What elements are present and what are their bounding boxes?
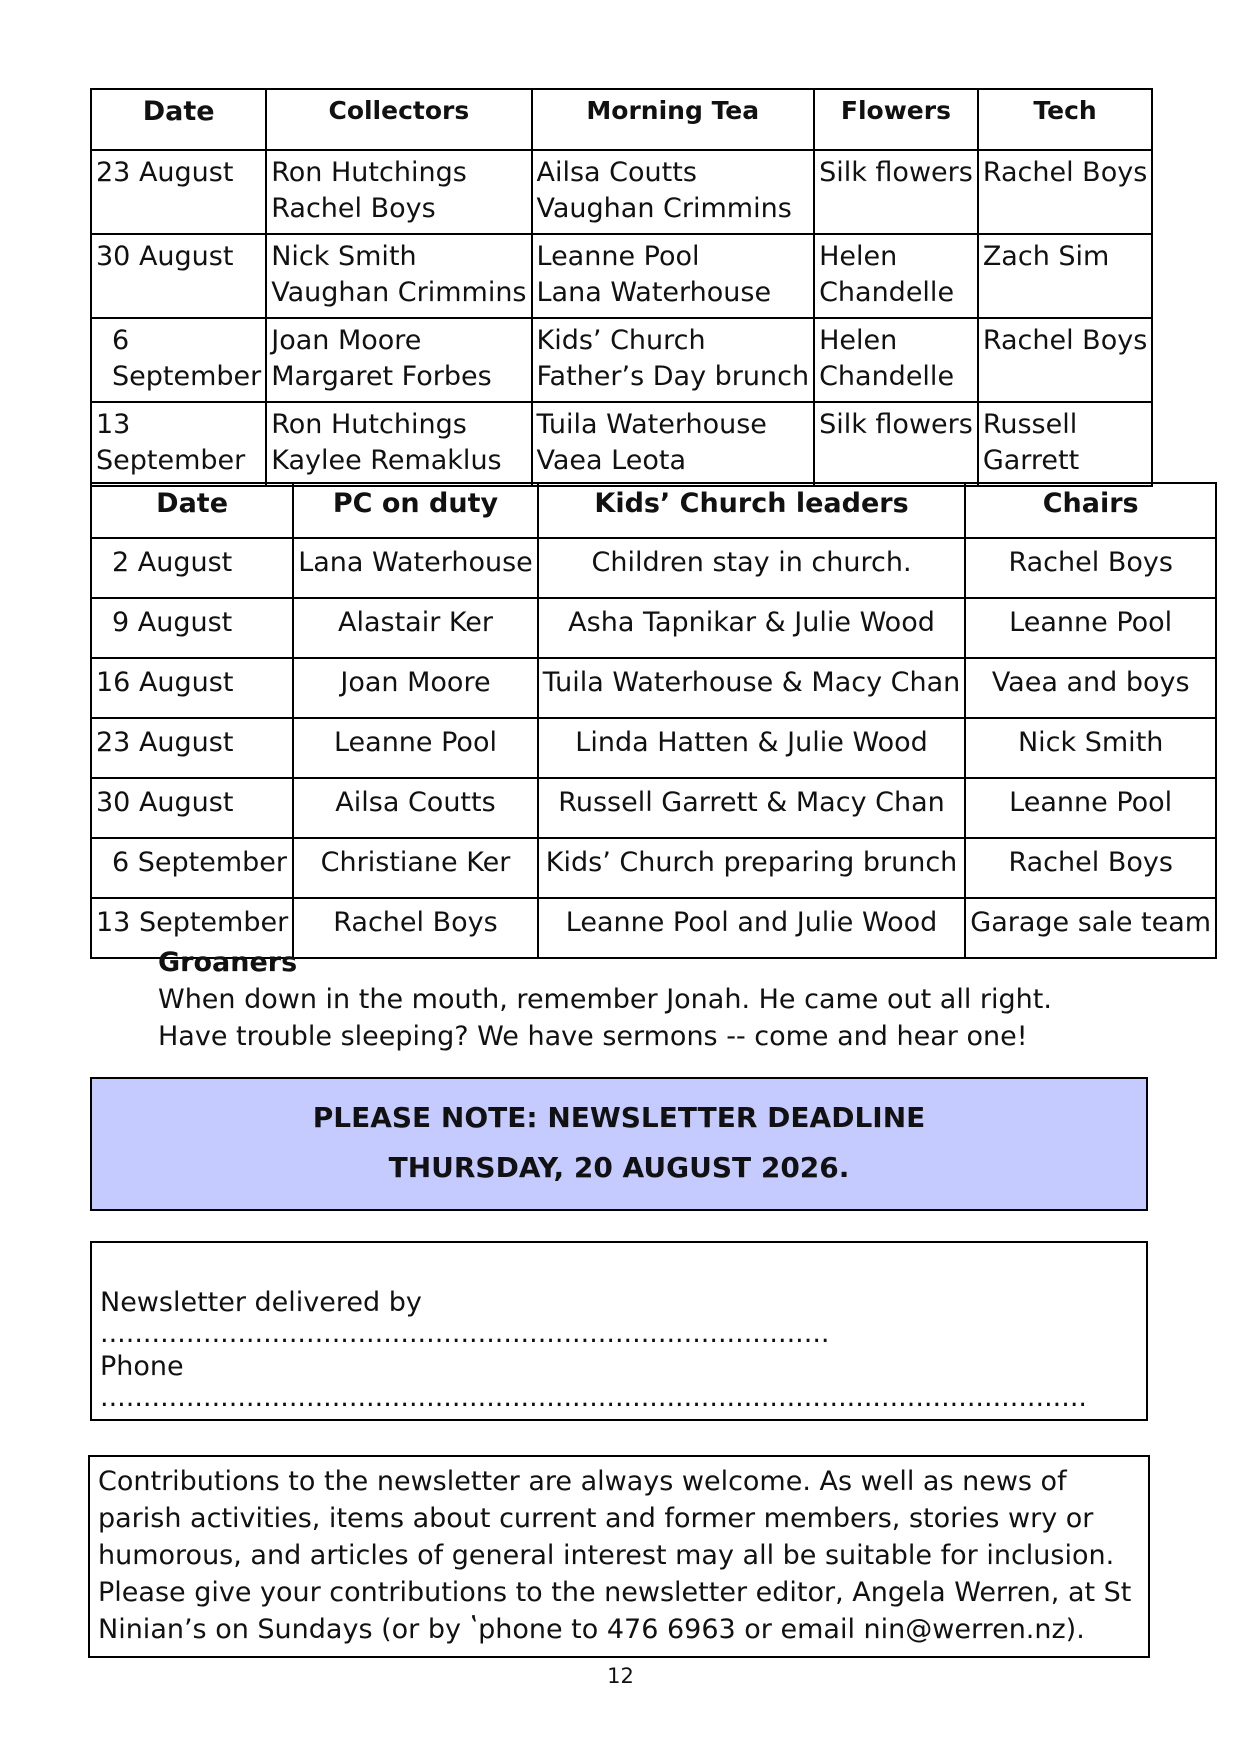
cell-date: 6 September [91, 838, 293, 898]
groaners-section [158, 944, 1052, 1055]
deadline-line-2: THURSDAY, 20 AUGUST 2026. [388, 1151, 850, 1184]
cell-tech [978, 318, 1152, 402]
header-chairs: Chairs [965, 483, 1216, 538]
cell-line: Silk flowers [819, 157, 973, 188]
cell-kids-church-leaders: Kids’ Church preparing brunch [538, 838, 966, 898]
cell-line: Vaea Leota [536, 445, 686, 476]
cell-date: 30 August [91, 778, 293, 838]
cell-chairs: Rachel Boys [965, 538, 1216, 598]
cell-pc-on-duty: Leanne Pool [293, 718, 538, 778]
cell-chairs: Vaea and boys [965, 658, 1216, 718]
cell-pc-on-duty: Joan Moore [293, 658, 538, 718]
cell-chairs: Nick Smith [965, 718, 1216, 778]
table-row [91, 658, 1216, 718]
cell-date: 6 September [91, 318, 266, 402]
header-pc-on-duty: PC on duty [293, 483, 538, 538]
header-flowers: Flowers [814, 89, 978, 150]
cell-collectors [266, 318, 531, 402]
cell-date: 16 August [91, 658, 293, 718]
cell-morning-tea [532, 402, 815, 486]
cell-tech [978, 234, 1152, 318]
cell-kids-church-leaders: Russell Garrett & Macy Chan [538, 778, 966, 838]
cell-line [983, 359, 1147, 395]
cell-pc-on-duty: Ailsa Coutts [293, 778, 538, 838]
cell-morning-tea [532, 150, 815, 234]
cell-line: Kaylee Remaklus [271, 445, 502, 476]
cell-chairs: Leanne Pool [965, 778, 1216, 838]
roster-table-collectors [90, 88, 1153, 487]
cell-kids-church-leaders: Asha Tapnikar & Julie Wood [538, 598, 966, 658]
deadline-notice [90, 1077, 1148, 1211]
table-row [91, 838, 1216, 898]
cell-line: Chandelle [819, 361, 955, 392]
cell-date: 9 August [91, 598, 293, 658]
cell-pc-on-duty: Christiane Ker [293, 838, 538, 898]
cell-line [983, 191, 1147, 227]
cell-date: 13 September [91, 898, 293, 958]
cell-flowers [814, 402, 978, 486]
header-tech: Tech [978, 89, 1152, 150]
cell-kids-church-leaders: Tuila Waterhouse & Macy Chan [538, 658, 966, 718]
cell-collectors [266, 234, 531, 318]
cell-pc-on-duty: Lana Waterhouse [293, 538, 538, 598]
cell-line: Kids’ Church [536, 325, 706, 356]
phone-field: Phone ................................................................................................................... [100, 1351, 1087, 1413]
cell-line: Nick Smith [271, 241, 417, 272]
page-number: 12 [607, 1664, 634, 1688]
cell-line: Ron Hutchings [271, 157, 467, 188]
header-date: Date [91, 483, 293, 538]
cell-flowers [814, 234, 978, 318]
cell-line: Joan Moore [271, 325, 422, 356]
cell-line: Vaughan Crimmins [271, 277, 527, 308]
cell-line: Tuila Waterhouse [536, 409, 767, 440]
cell-collectors [266, 150, 531, 234]
table-row [91, 718, 1216, 778]
groaner-line: Have trouble sleeping? We have sermons -- come and hear one! [158, 1021, 1028, 1052]
cell-line: Zach Sim [982, 241, 1110, 272]
cell-date: 23 August [91, 150, 266, 234]
cell-kids-church-leaders: Children stay in church. [538, 538, 966, 598]
header-kids-church-leaders: Kids’ Church leaders [538, 483, 966, 538]
table-row [91, 150, 1152, 234]
cell-date: 2 August [91, 538, 293, 598]
delivery-box [90, 1241, 1148, 1421]
table-row [91, 402, 1152, 486]
table-row [91, 234, 1152, 318]
cell-kids-church-leaders: Leanne Pool and Julie Wood [538, 898, 966, 958]
contributions-note: Contributions to the newsletter are always welcome. As well as news of parish activities, items about current and former members, stories wry or humorous, and articles of general interest may all be suitable for inclusion. Please give your contributions to the newsletter editor, Angela Werren, at St Ninian’s on Sundays (or by ʽphone to 476 6963 or email nin@werren.nz). [88, 1455, 1150, 1658]
header-morning-tea: Morning Tea [532, 89, 815, 150]
cell-flowers [814, 150, 978, 234]
cell-date: 23 August [91, 718, 293, 778]
roster-table-duty [90, 482, 1217, 959]
cell-date: 30 August [91, 234, 266, 318]
deadline-line-1: PLEASE NOTE: NEWSLETTER DEADLINE [312, 1101, 926, 1134]
cell-line: Lana Waterhouse [536, 277, 772, 308]
cell-line: Vaughan Crimmins [536, 193, 792, 224]
groaners-title: Groaners [158, 947, 298, 978]
cell-tech [978, 150, 1152, 234]
cell-date: 13 September [91, 402, 266, 486]
cell-line [983, 275, 1147, 311]
cell-flowers [814, 318, 978, 402]
table-row [91, 318, 1152, 402]
groaner-line: When down in the mouth, remember Jonah. He came out all right. [158, 984, 1052, 1015]
cell-line: Helen [819, 241, 898, 272]
cell-line: Russell [982, 409, 1078, 440]
cell-line: Margaret Forbes [271, 361, 492, 392]
cell-morning-tea [532, 234, 815, 318]
cell-morning-tea [532, 318, 815, 402]
table-row [91, 538, 1216, 598]
cell-line: Helen [819, 325, 898, 356]
cell-chairs: Garage sale team [965, 898, 1216, 958]
table-row [91, 778, 1216, 838]
cell-line: Leanne Pool [536, 241, 700, 272]
cell-pc-on-duty: Rachel Boys [293, 898, 538, 958]
delivered-by-field: Newsletter delivered by ..................................................................................... [100, 1287, 830, 1349]
cell-line: Rachel Boys [271, 193, 436, 224]
cell-line: Rachel Boys [982, 157, 1148, 188]
cell-line [819, 443, 973, 479]
cell-kids-church-leaders: Linda Hatten & Julie Wood [538, 718, 966, 778]
cell-line: Chandelle [819, 277, 955, 308]
cell-line: Ailsa Coutts [536, 157, 697, 188]
cell-tech [978, 402, 1152, 486]
cell-line [819, 191, 973, 227]
cell-line: Father’s Day brunch [536, 361, 810, 392]
cell-collectors [266, 402, 531, 486]
cell-line: Rachel Boys [982, 325, 1148, 356]
table-row [91, 598, 1216, 658]
cell-chairs: Rachel Boys [965, 838, 1216, 898]
cell-chairs: Leanne Pool [965, 598, 1216, 658]
header-date: Date [91, 89, 266, 150]
header-collectors: Collectors [266, 89, 531, 150]
cell-pc-on-duty: Alastair Ker [293, 598, 538, 658]
cell-line: Garrett [982, 445, 1080, 476]
cell-line: Silk flowers [819, 409, 973, 440]
cell-line: Ron Hutchings [271, 409, 467, 440]
table-header-row [91, 89, 1152, 150]
table-header-row [91, 483, 1216, 538]
